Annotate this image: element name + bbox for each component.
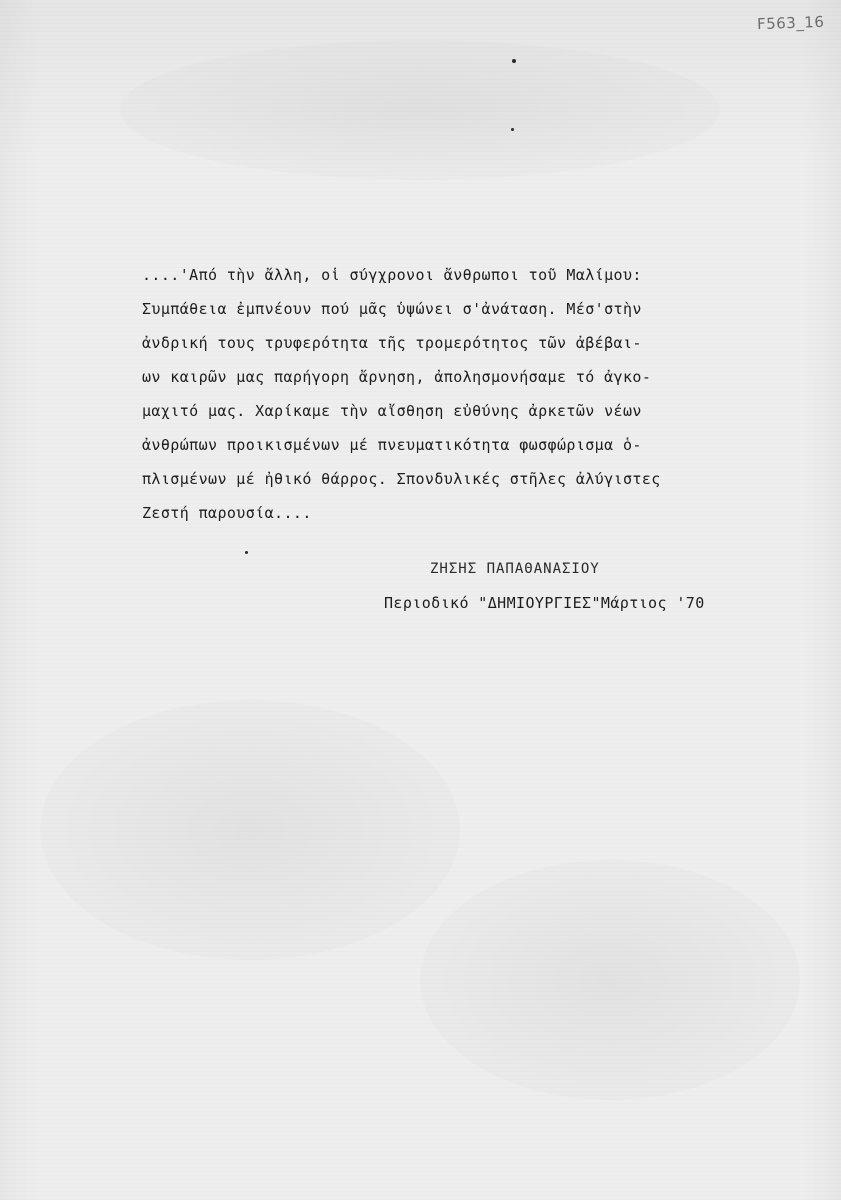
text-line: ων καιρῶν μας παρήγορη ἄρνηση, ἀπολησμονήσαμε τό ἀγκο- — [142, 368, 652, 386]
archive-code: F563_16 — [756, 12, 825, 34]
text-line: ....'Από τὴν ἄλλη, οἱ σύγχρονοι ἄνθρωποι τοῦ Μαλίμου: — [142, 266, 642, 284]
text-line: Συμπάθεια ἐμπνέουν πού μᾶς ὑψώνει σ'ἀνάταση. Μέσ'στὴν — [142, 300, 642, 318]
paper-smudge — [120, 40, 720, 180]
author-name: ΖΗΣΗΣ ΠΑΠΑΘΑΝΑΣΙΟΥ — [430, 561, 600, 577]
text-line: ἀνδρική τους τρυφερότητα τῆς τρομερότητος τῶν ἀβέβαι- — [142, 334, 642, 352]
text-line: ἀνθρώπων προικισμένων μέ πνευματικότητα φωσφώρισμα ὁ- — [142, 436, 642, 454]
punch-mark — [245, 551, 248, 554]
paper-smudge — [40, 700, 460, 960]
punch-mark — [511, 128, 514, 131]
text-line: μαχιτό μας. Χαρίκαμε τὴν αἴσθηση εὐθύνης ἀρκετῶν νέων — [142, 402, 642, 420]
text-line: Ζεστή παρουσία.... — [142, 504, 312, 522]
text-line: πλισμένων μέ ἠθικό θάρρος. Σπονδυλικές στῆλες ἀλύγιστες — [142, 470, 661, 488]
body-paragraph — [142, 258, 742, 530]
source-citation: Περιοδικό "ΔΗΜΙΟΥΡΓΙΕΣ"Μάρτιος '70 — [384, 594, 705, 612]
punch-mark — [512, 59, 516, 63]
paper-smudge — [420, 860, 800, 1100]
